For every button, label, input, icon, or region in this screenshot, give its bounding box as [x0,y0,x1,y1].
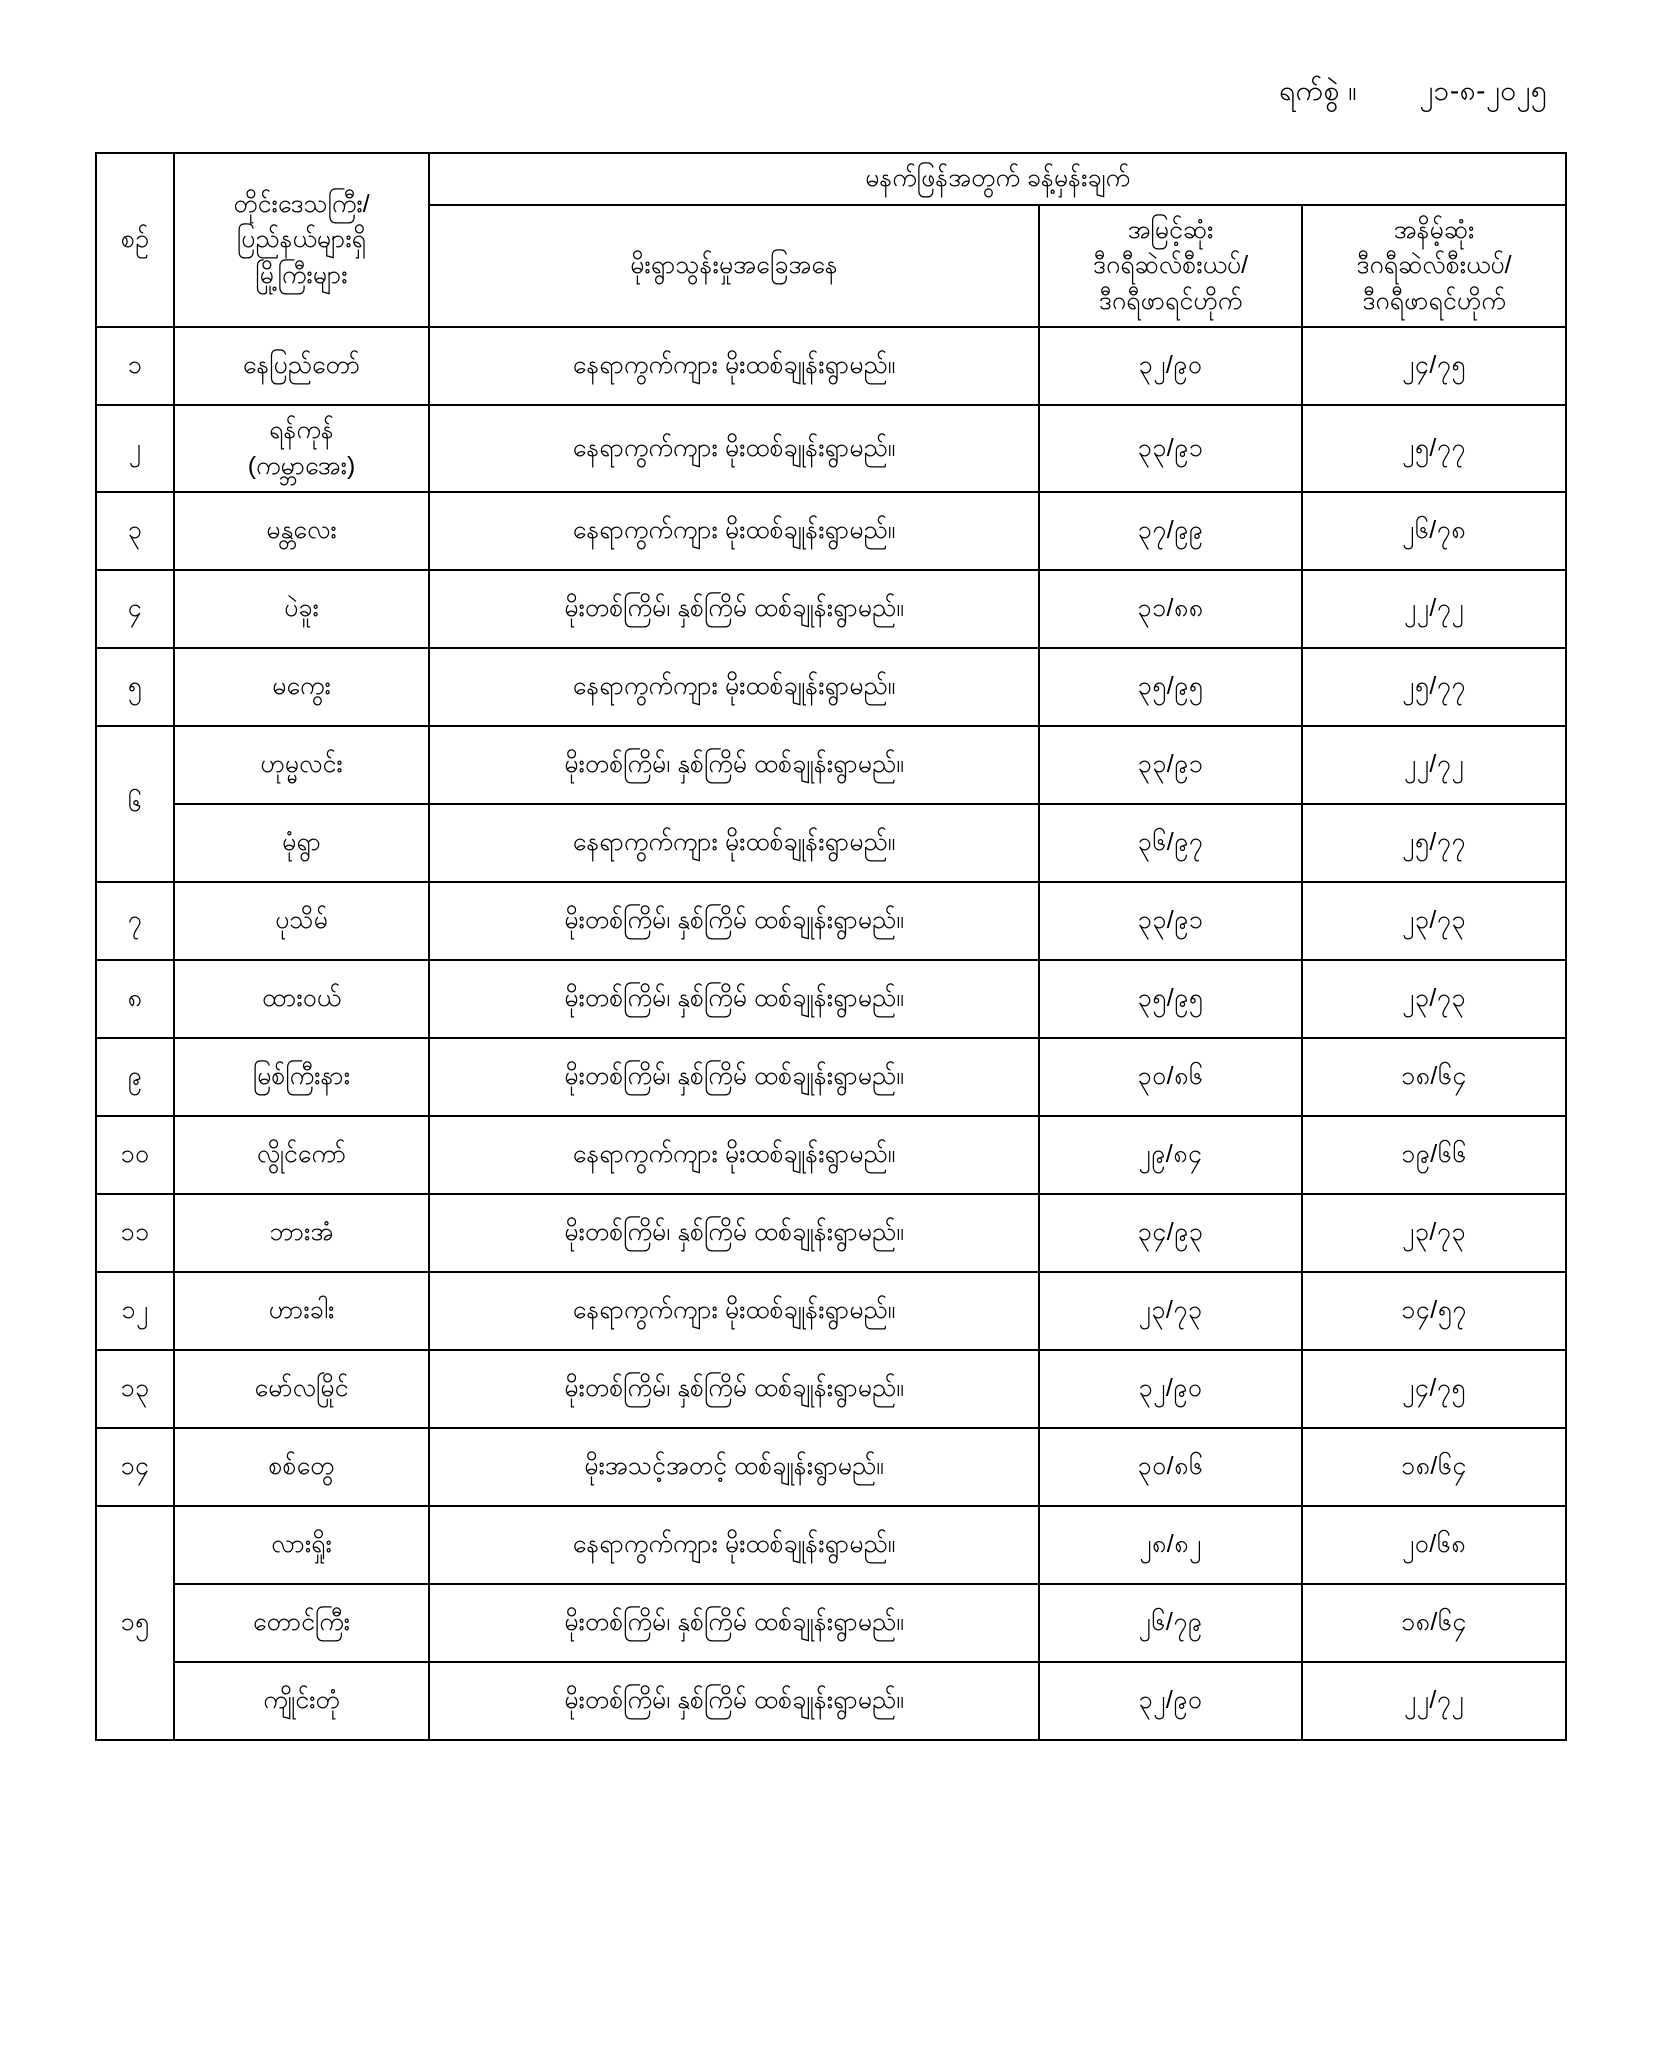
cell-city: မကွေး [174,648,429,726]
cell-city-line2: (ကမ္ဘာအေး) [247,451,356,480]
table-row [96,1350,1566,1428]
cell-min: ၂၂/၇၂ [1302,726,1566,804]
date-label: ရက်စွဲ ။ [1279,75,1358,106]
cell-city: မြစ်ကြီးနား [174,1038,429,1116]
cell-min: ၂၅/၇၇ [1302,405,1566,492]
cell-condition: မိုးတစ်ကြိမ်၊ နှစ်ကြိမ် ထစ်ချုန်းရွာမည်။ [429,1038,1039,1116]
cell-max: ၃၃/၉၁ [1039,726,1302,804]
cell-condition: မိုးတစ်ကြိမ်၊ နှစ်ကြိမ် ထစ်ချုန်းရွာမည်။ [429,570,1039,648]
header-min-line2: ဒီဂရီဆဲလ်စီးယပ်/ [1356,251,1512,279]
cell-min: ၁၈/၆၄ [1302,1584,1566,1662]
cell-max: ၃၃/၉၁ [1039,882,1302,960]
cell-max: ၃၄/၉၃ [1039,1194,1302,1272]
cell-min: ၂၃/၇၃ [1302,882,1566,960]
document-date [1279,72,1547,114]
cell-max: ၃၂/၉၀ [1039,1662,1302,1740]
cell-min: ၂၃/၇၃ [1302,960,1566,1038]
cell-city: နေပြည်တော် [174,327,429,405]
cell-max: ၂၆/၇၉ [1039,1584,1302,1662]
header-no [96,153,174,327]
cell-condition: မိုးတစ်ကြိမ်၊ နှစ်ကြိမ် ထစ်ချုန်းရွာမည်။ [429,726,1039,804]
cell-city: ပဲခူး [174,570,429,648]
cell-condition: မိုးအသင့်အတင့် ထစ်ချုန်းရွာမည်။ [429,1428,1039,1506]
header-no-label: စဉ် [121,225,149,254]
cell-max: ၂၈/၈၂ [1039,1506,1302,1584]
header-max-line3: ဒီဂရီဖာရင်ဟိုက် [1098,286,1243,315]
cell-condition: နေရာကွက်ကျား မိုးထစ်ချုန်းရွာမည်။ [429,1116,1039,1194]
header-city-line1: တိုင်းဒေသကြီး/ [233,189,370,218]
cell-condition: နေရာကွက်ကျား မိုးထစ်ချုန်းရွာမည်။ [429,1272,1039,1350]
cell-no: ၄ [96,570,174,648]
header-forecast-group: မနက်ဖြန်အတွက် ခန့်မှန်းချက် [429,153,1566,205]
table-row [96,804,1566,882]
cell-max: ၃၆/၉၇ [1039,804,1302,882]
table-row [96,1584,1566,1662]
cell-max: ၃၀/၈၆ [1039,1038,1302,1116]
header-row-1 [96,153,1566,205]
cell-max: ၃၁/၈၈ [1039,570,1302,648]
table-row [96,1038,1566,1116]
table-header [96,153,1566,327]
cell-city: တောင်ကြီး [174,1584,429,1662]
table-row [96,1662,1566,1740]
cell-condition: မိုးတစ်ကြိမ်၊ နှစ်ကြိမ် ထစ်ချုန်းရွာမည်။ [429,1584,1039,1662]
cell-min: ၂၂/၇၂ [1302,570,1566,648]
cell-no: ၁၂ [96,1272,174,1350]
cell-condition: နေရာကွက်ကျား မိုးထစ်ချုန်းရွာမည်။ [429,327,1039,405]
cell-condition: မိုးတစ်ကြိမ်၊ နှစ်ကြိမ် ထစ်ချုန်းရွာမည်။ [429,1662,1039,1740]
cell-min: ၁၄/၅၇ [1302,1272,1566,1350]
cell-max: ၃၅/၉၅ [1039,648,1302,726]
cell-condition: မိုးတစ်ကြိမ်၊ နှစ်ကြိမ် ထစ်ချုန်းရွာမည်။ [429,1350,1039,1428]
table-row [96,405,1566,492]
cell-no: ၁၃ [96,1350,174,1428]
cell-min: ၂၄/၇၅ [1302,1350,1566,1428]
table-row [96,1506,1566,1584]
cell-max: ၃၃/၉၁ [1039,405,1302,492]
table-row [96,1428,1566,1506]
cell-condition: မိုးတစ်ကြိမ်၊ နှစ်ကြိမ် ထစ်ချုန်းရွာမည်။ [429,882,1039,960]
cell-no: ၁၀ [96,1116,174,1194]
cell-min: ၂၃/၇၃ [1302,1194,1566,1272]
cell-city: မုံရွာ [174,804,429,882]
cell-city-line1: ရန်ကုန် [269,416,334,444]
table-row [96,648,1566,726]
cell-condition: မိုးတစ်ကြိမ်၊ နှစ်ကြိမ် ထစ်ချုန်းရွာမည်။ [429,960,1039,1038]
header-min-line1: အနိမ့်ဆုံး [1393,215,1475,244]
header-city-line2: ပြည်နယ်များရှိ [236,225,367,254]
header-max-line1: အမြင့်ဆုံး [1127,215,1214,244]
cell-no: ၁၄ [96,1428,174,1506]
cell-city: ပုသိမ် [174,882,429,960]
cell-min: ၁၉/၆၆ [1302,1116,1566,1194]
cell-max: ၂၃/၇၃ [1039,1272,1302,1350]
header-max-line2: ဒီဂရီဆဲလ်စီးယပ်/ [1092,251,1249,279]
header-city [174,153,429,327]
cell-city: မန္တလေး [174,492,429,570]
cell-condition: နေရာကွက်ကျား မိုးထစ်ချုန်းရွာမည်။ [429,804,1039,882]
table-row [96,960,1566,1038]
table-row [96,1116,1566,1194]
header-condition: မိုးရွာသွန်းမှုအခြေအနေ [429,205,1039,328]
cell-min: ၂၅/၇၇ [1302,648,1566,726]
cell-min: ၂၀/၆၈ [1302,1506,1566,1584]
cell-city: မော်လမြိုင် [174,1350,429,1428]
cell-no: ၈ [96,960,174,1038]
cell-no: ၇ [96,882,174,960]
cell-min: ၂၆/၇၈ [1302,492,1566,570]
cell-condition: မိုးတစ်ကြိမ်၊ နှစ်ကြိမ် ထစ်ချုန်းရွာမည်။ [429,1194,1039,1272]
cell-city: ဟားခါး [174,1272,429,1350]
cell-no: ၅ [96,648,174,726]
header-min-temp [1302,205,1566,328]
cell-city: ကျိုင်းတုံ [174,1662,429,1740]
cell-max: ၃၀/၈၆ [1039,1428,1302,1506]
cell-city [174,405,429,492]
cell-min: ၂၅/၇၇ [1302,804,1566,882]
cell-city: စစ်တွေ [174,1428,429,1506]
table-row [96,882,1566,960]
date-value: ၂၁-၈-၂၀၂၅ [1419,75,1547,106]
cell-city: ထားဝယ် [174,960,429,1038]
cell-max: ၃၇/၉၉ [1039,492,1302,570]
cell-condition: နေရာကွက်ကျား မိုးထစ်ချုန်းရွာမည်။ [429,405,1039,492]
cell-max: ၃၂/၉၀ [1039,327,1302,405]
cell-max: ၃၂/၉၀ [1039,1350,1302,1428]
header-min-line3: ဒီဂရီဖာရင်ဟိုက် [1362,286,1506,315]
cell-city: ဘားအံ [174,1194,429,1272]
cell-no: ၂ [96,405,174,492]
cell-city: ဟုမ္မလင်း [174,726,429,804]
weather-forecast-table [95,152,1567,1741]
header-city-line3: မြို့ကြီးများ [255,260,348,289]
cell-min: ၁၈/၆၄ [1302,1428,1566,1506]
cell-no: ၁ [96,327,174,405]
cell-max: ၂၉/၈၄ [1039,1116,1302,1194]
table-row [96,1272,1566,1350]
cell-city: လွိုင်ကော် [174,1116,429,1194]
cell-no: ၆ [96,726,174,882]
cell-no: ၁၁ [96,1194,174,1272]
cell-min: ၂၄/၇၅ [1302,327,1566,405]
table-row [96,1194,1566,1272]
table-body [96,327,1566,1740]
cell-city: လားရှိုး [174,1506,429,1584]
cell-no: ၁၅ [96,1506,174,1740]
cell-no: ၃ [96,492,174,570]
cell-max: ၃၅/၉၅ [1039,960,1302,1038]
table-row [96,327,1566,405]
cell-min: ၂၂/၇၂ [1302,1662,1566,1740]
cell-no: ၉ [96,1038,174,1116]
table-row [96,726,1566,804]
cell-condition: နေရာကွက်ကျား မိုးထစ်ချုန်းရွာမည်။ [429,648,1039,726]
cell-min: ၁၈/၆၄ [1302,1038,1566,1116]
header-max-temp [1039,205,1302,328]
table-row [96,570,1566,648]
cell-condition: နေရာကွက်ကျား မိုးထစ်ချုန်းရွာမည်။ [429,1506,1039,1584]
cell-condition: နေရာကွက်ကျား မိုးထစ်ချုန်းရွာမည်။ [429,492,1039,570]
table-row [96,492,1566,570]
